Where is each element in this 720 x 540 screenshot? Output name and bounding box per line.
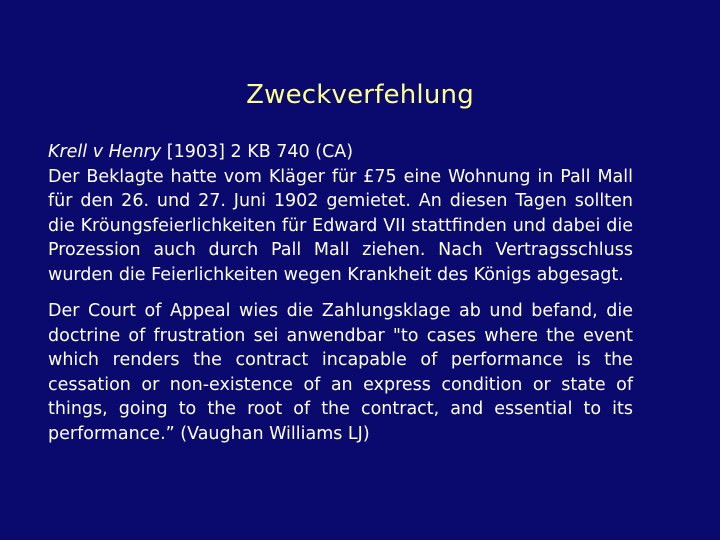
case-citation — [48, 140, 633, 165]
holding-paragraph: Der Court of Appeal wies die Zahlungsklage ab und befand, die doctrine of frustration sei anwendbar "to cases where the event which renders the contract incapable of performance is the cessation or non-existence of an express condition or state of things, going to the root of the contract, and essential to its performance.” (Vaughan Williams LJ) — [48, 301, 633, 444]
slide-content — [48, 140, 633, 446]
case-name: Krell v Henry — [48, 142, 162, 162]
facts-paragraph: Der Beklagte hatte vom Kläger für £75 eine Wohnung in Pall Mall für den 26. und 27. Juni 1902 gemietet. An diesen Tagen sollten die Kröungsfeierlichkeiten für Edward VII stattfinden und dabei die Prozession auch durch Pall Mall ziehen. Nach Vertragsschluss wurden die Feierlichkeiten wegen Krankheit des Königs abgesagt. — [48, 166, 633, 285]
case-reference: [1903] 2 KB 740 (CA) — [161, 142, 354, 162]
slide-title: Zweckverfehlung — [246, 80, 474, 110]
